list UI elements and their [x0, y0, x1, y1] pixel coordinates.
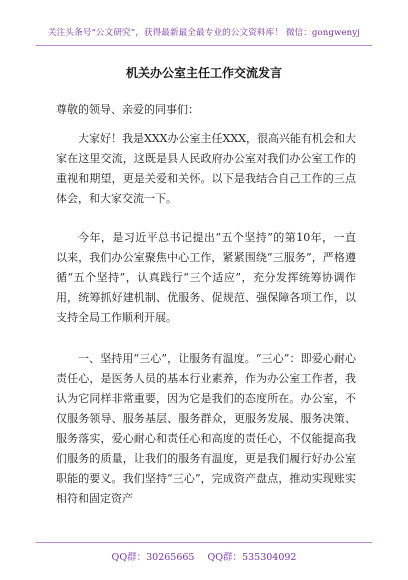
footer-divider: [36, 542, 372, 543]
header-banner: 关注头条号“公文研究”，获得最新最全最专业的公文资料库！ 微信：gongwenyj: [47, 28, 361, 38]
paragraph: 大家好！我是XXX办公室主任XXX，很高兴能有机会和大家在这里交流，这既是县人民政府办公室对我们办公室工作的重视和期望，更是关爱和关怀。以下是我结合自己工作的三点体会，和大家交流一下。: [56, 132, 356, 205]
paragraph: 一、坚持用“三心”，让服务有温度。“三心”：即爱心耐心责任心，是医务人员的基本行业素养，作为办公室工作者，我认为它同样非常重要，因为它是我们的态度所在。办公室，不仅服务领导、服务基层、服务群众，更服务发展、服务决策、服务落实，爱心耐心和责任心和高度的责任心，不仅能提高我们服务的质量，让我们的服务有温度，更是我们履行好办公室职能的要义。我们坚持“三心”，完成资产盘点，推动实现账实相符和固定资产: [56, 352, 356, 505]
footer-contact: QQ群：30265665 QQ群：535304092: [111, 552, 297, 563]
paragraph: 今年，是习近平总书记提出“五个坚持”的第10年，一直以来，我们办公室聚焦中心工作，紧紧围绕“三服务”，严格遵循“五个坚持”，认真践行“三个适应”，充分发挥统筹协调作用，统筹抓好建机制、优服务、促规范、强保障各项工作，以支持全局工作顺利开展。: [56, 231, 356, 324]
header-divider: [36, 45, 372, 46]
document-title: 机关办公室主任工作交流发言: [125, 66, 282, 80]
salutation: 尊敬的领导、亲爱的同事们：: [56, 103, 199, 116]
